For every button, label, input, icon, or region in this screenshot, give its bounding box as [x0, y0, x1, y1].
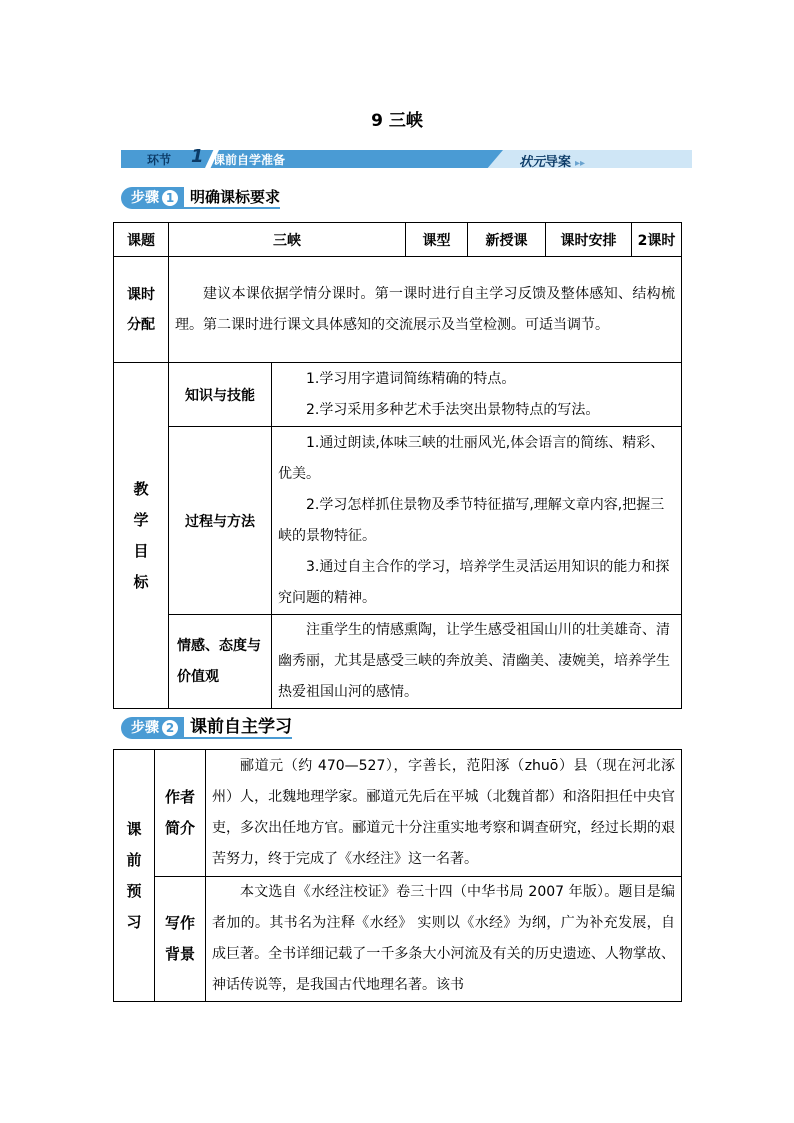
page-title: 9 三峡 [371, 111, 423, 131]
double-arrow-icon: ▸▸ [575, 158, 586, 169]
goals-char: 教 [133, 479, 149, 498]
cell-preview-label [114, 750, 155, 1002]
author-label-line: 作者 [164, 788, 195, 806]
cell-goal-label-knowledge: 知识与技能 [169, 363, 272, 427]
background-label-line: 写作 [164, 914, 195, 932]
step-2-label: 步骤 [131, 720, 159, 736]
cell-goal-process [272, 427, 682, 615]
cell-alloc-label: 课时 分配 [114, 257, 169, 363]
preview-table [113, 749, 682, 1002]
goals-char: 标 [133, 572, 149, 591]
step-1-number: 1 [162, 190, 178, 206]
cell-goal-knowledge [272, 363, 682, 427]
banner-subtitle: 课前自学准备 [213, 153, 286, 167]
cell-kexing-value: 新授课 [468, 223, 546, 257]
banner-dark-band [121, 150, 503, 168]
cell-goal-label-emotion: 情感、态度与价值观 [169, 615, 272, 709]
step-2-text: 课前自主学习 [184, 717, 292, 739]
banner-right-b: 导案 [545, 155, 572, 170]
cell-keti-label: 课题 [114, 223, 169, 257]
cell-keshi-value: 2课时 [632, 223, 682, 257]
cell-goal-emotion [272, 615, 682, 709]
step-1-text: 明确课标要求 [184, 187, 280, 209]
goal-item: 2.学习怎样抓住景物及季节特征描写,理解文章内容,把握三峡的景物特征。 [278, 496, 665, 544]
section-banner [121, 146, 692, 170]
background-label-line: 背景 [164, 945, 195, 963]
step-2-pill [121, 717, 184, 739]
goals-char: 目 [133, 541, 149, 560]
goals-table [113, 222, 682, 709]
preview-char: 预 [126, 881, 142, 900]
banner-right-label [519, 151, 585, 170]
step-1-pill [121, 187, 184, 209]
banner-number: 1 [191, 146, 204, 167]
banner-huanjie: 环节 [147, 153, 172, 167]
cell-keshi-label: 课时安排 [546, 223, 632, 257]
cell-alloc-text: 建议本课依据学情分课时。第一课时进行自主学习反馈及整体感知、结构梳理。第二课时进行课文具体感知的交流展示及当堂检测。可适当调节。 [169, 257, 682, 363]
step-1-heading [121, 187, 280, 209]
goals-char: 学 [133, 510, 149, 529]
preview-char: 习 [126, 912, 142, 931]
cell-author-text: 郦道元（约 470—527），字善长，范阳涿（zhuō）县（现在河北涿州）人，北魏地理学家。郦道元先后在平城（北魏首都）和洛阳担任中央官吏，多次出任地方官。郦道元十分注重实地考察和调查研究，经过长期的艰苦努力，终于完成了《水经注》这一名著。 [206, 750, 682, 877]
cell-goal-label-process: 过程与方法 [169, 427, 272, 615]
cell-keti-value: 三峡 [169, 223, 406, 257]
goal-item: 3.通过自主合作的学习，培养学生灵活运用知识的能力和探究问题的精神。 [278, 558, 670, 606]
author-label-line: 简介 [164, 819, 195, 837]
step-1-label: 步骤 [131, 190, 159, 206]
goal-item: 1.学习用字遣词简练精确的特点。 [306, 370, 516, 387]
step-2-number: 2 [162, 720, 178, 736]
goal-item: 2.学习采用多种艺术手法突出景物特点的写法。 [306, 401, 600, 418]
cell-background-text: 本文选自《水经注校证》卷三十四（中华书局 2007 年版）。题目是编者加的。其书名为注释《水经》 实则以《水经》为纲，广为补充发展，自成巨著。全书详细记载了一千多条大小河流及有关的历史遗迹、人物掌故、神话传说等，是我国古代地理名著。该书 [206, 877, 682, 1002]
preview-char: 课 [126, 819, 142, 838]
cell-goals-label [114, 363, 169, 709]
goal-item: 注重学生的情感熏陶，让学生感受祖国山川的壮美雄奇、清幽秀丽，尤其是感受三峡的奔放美、清幽美、凄婉美，培养学生热爱祖国山河的感情。 [278, 622, 670, 700]
goal-item: 1.通过朗读,体味三峡的壮丽风光,体会语言的简练、精彩、优美。 [278, 434, 665, 482]
cell-background-label [155, 877, 206, 1002]
cell-kexing-label: 课型 [406, 223, 468, 257]
preview-char: 前 [126, 850, 142, 869]
step-2-heading [121, 717, 292, 739]
banner-right-a: 状元 [519, 155, 546, 170]
cell-author-label [155, 750, 206, 877]
